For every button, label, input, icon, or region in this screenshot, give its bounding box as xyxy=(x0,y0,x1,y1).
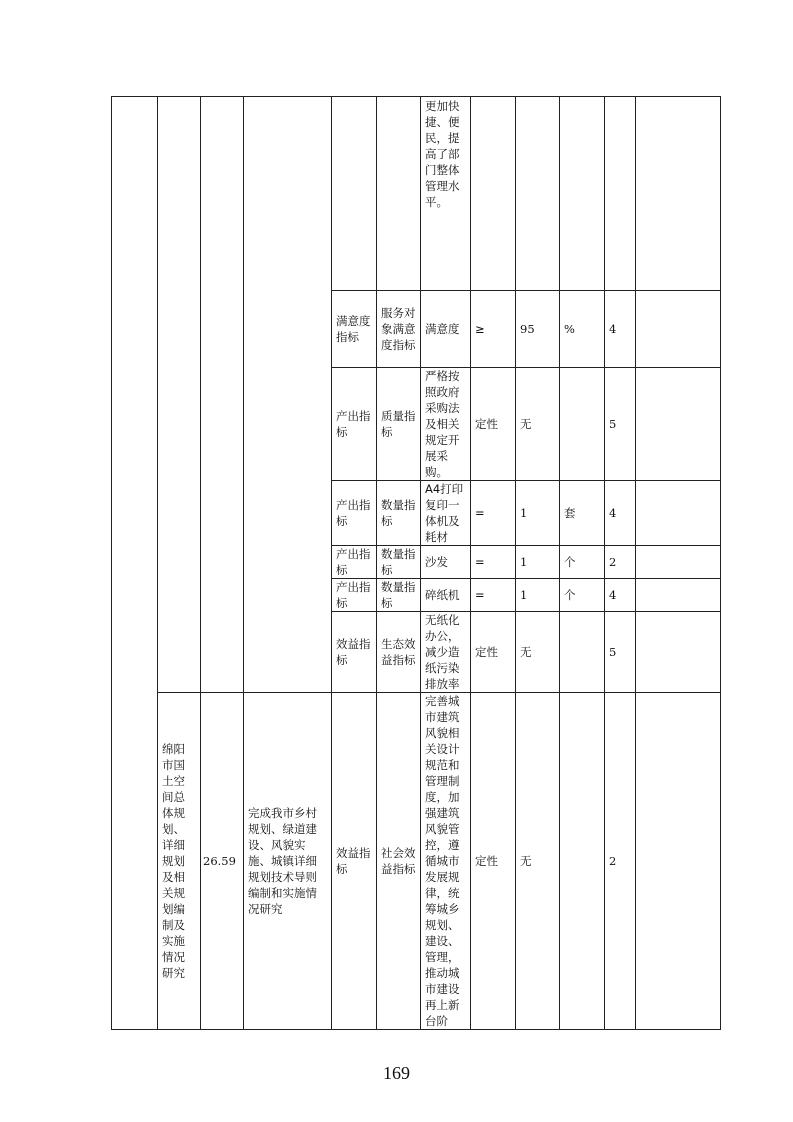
table-cell-goal: 完成我市乡村规划、绿道建设、风貌实施、城镇详细规划技术导则编制和实施情况研究 xyxy=(244,693,332,1030)
table-cell-score: 4 xyxy=(605,579,636,612)
table-cell-target: 1 xyxy=(516,546,560,579)
table-cell-level1: 产出指标 xyxy=(332,546,377,579)
table-cell-level2: 生态效益指标 xyxy=(377,612,421,693)
table-cell-remark xyxy=(636,368,721,481)
table-cell-score: 2 xyxy=(605,546,636,579)
table-cell-dept xyxy=(112,97,158,1030)
table-cell-amount-prev xyxy=(201,97,244,693)
table-cell-level2: 服务对象满意度指标 xyxy=(377,291,421,368)
table-cell-level1: 产出指标 xyxy=(332,481,377,546)
table-cell-remark xyxy=(636,579,721,612)
table-cell-operator: 定性 xyxy=(471,368,516,481)
table-cell-operator: = xyxy=(471,481,516,546)
table-cell-remark xyxy=(636,291,721,368)
table-cell-indicator: A4打印复印一体机及耗材 xyxy=(421,481,471,546)
table-cell-unit xyxy=(560,693,605,1030)
table-cell-project-name: 绵阳市国土空间总体规划、详细规划及相关规划编制及实施情况研究 xyxy=(158,693,201,1030)
table-cell-indicator: 满意度 xyxy=(421,291,471,368)
table-cell-operator: = xyxy=(471,579,516,612)
table-cell-score: 5 xyxy=(605,612,636,693)
table-cell-operator: ≥ xyxy=(471,291,516,368)
table-cell-unit: 个 xyxy=(560,546,605,579)
table-cell-level2: 质量指标 xyxy=(377,368,421,481)
table-cell-unit xyxy=(560,612,605,693)
table-cell-unit xyxy=(560,97,605,291)
table-cell-level2: 数量指标 xyxy=(377,481,421,546)
table-cell-score: 4 xyxy=(605,481,636,546)
table-cell-level1: 产出指标 xyxy=(332,368,377,481)
table-cell-score: 5 xyxy=(605,368,636,481)
table-cell-level2: 社会效益指标 xyxy=(377,693,421,1030)
table-cell-level2: 数量指标 xyxy=(377,579,421,612)
table-cell-amount: 26.59 xyxy=(201,693,244,1030)
table-cell-level2 xyxy=(377,97,421,291)
table-cell-remark xyxy=(636,481,721,546)
table-cell-unit: % xyxy=(560,291,605,368)
table-cell-level1 xyxy=(332,97,377,291)
table-cell-level1: 效益指标 xyxy=(332,693,377,1030)
table-cell-score xyxy=(605,97,636,291)
table-cell-level1: 满意度指标 xyxy=(332,291,377,368)
table-cell-indicator: 更加快捷、便民，提高了部门整体管理水平。 xyxy=(421,97,471,291)
table-cell-target: 1 xyxy=(516,481,560,546)
table-cell-indicator: 完善城市建筑风貌相关设计规范和管理制度，加强建筑风貌管控，遵循城市发展规律，统筹城乡规划、建设、管理，推动城市建设再上新台阶 xyxy=(421,693,471,1030)
table-cell-unit: 个 xyxy=(560,579,605,612)
table-cell-level2: 数量指标 xyxy=(377,546,421,579)
table-cell-indicator: 严格按照政府采购法及相关规定开展采购。 xyxy=(421,368,471,481)
table-cell-operator: 定性 xyxy=(471,693,516,1030)
table-cell-target: 1 xyxy=(516,579,560,612)
table-cell-remark xyxy=(636,612,721,693)
table-cell-score: 2 xyxy=(605,693,636,1030)
table-cell-level1: 产出指标 xyxy=(332,579,377,612)
table-cell-indicator: 无纸化办公，减少造纸污染排放率 xyxy=(421,612,471,693)
table-cell-remark xyxy=(636,693,721,1030)
table-cell-remark xyxy=(636,546,721,579)
table-row xyxy=(112,693,721,1030)
table-cell-operator xyxy=(471,97,516,291)
table-cell-indicator: 沙发 xyxy=(421,546,471,579)
table-cell-project-prev xyxy=(158,97,201,693)
page-number: 169 xyxy=(383,1063,410,1083)
table-cell-remark xyxy=(636,97,721,291)
table-cell-operator: = xyxy=(471,546,516,579)
table-cell-target: 无 xyxy=(516,612,560,693)
table-cell-indicator: 碎纸机 xyxy=(421,579,471,612)
performance-indicator-table xyxy=(111,96,721,1030)
table-cell-operator: 定性 xyxy=(471,612,516,693)
table-cell-target: 95 xyxy=(516,291,560,368)
table-cell-target: 无 xyxy=(516,368,560,481)
table-cell-goal-prev xyxy=(244,97,332,693)
table-cell-unit xyxy=(560,368,605,481)
table-cell-score: 4 xyxy=(605,291,636,368)
table-cell-unit: 套 xyxy=(560,481,605,546)
table-cell-level1: 效益指标 xyxy=(332,612,377,693)
table-cell-target xyxy=(516,97,560,291)
table-cell-target: 无 xyxy=(516,693,560,1030)
